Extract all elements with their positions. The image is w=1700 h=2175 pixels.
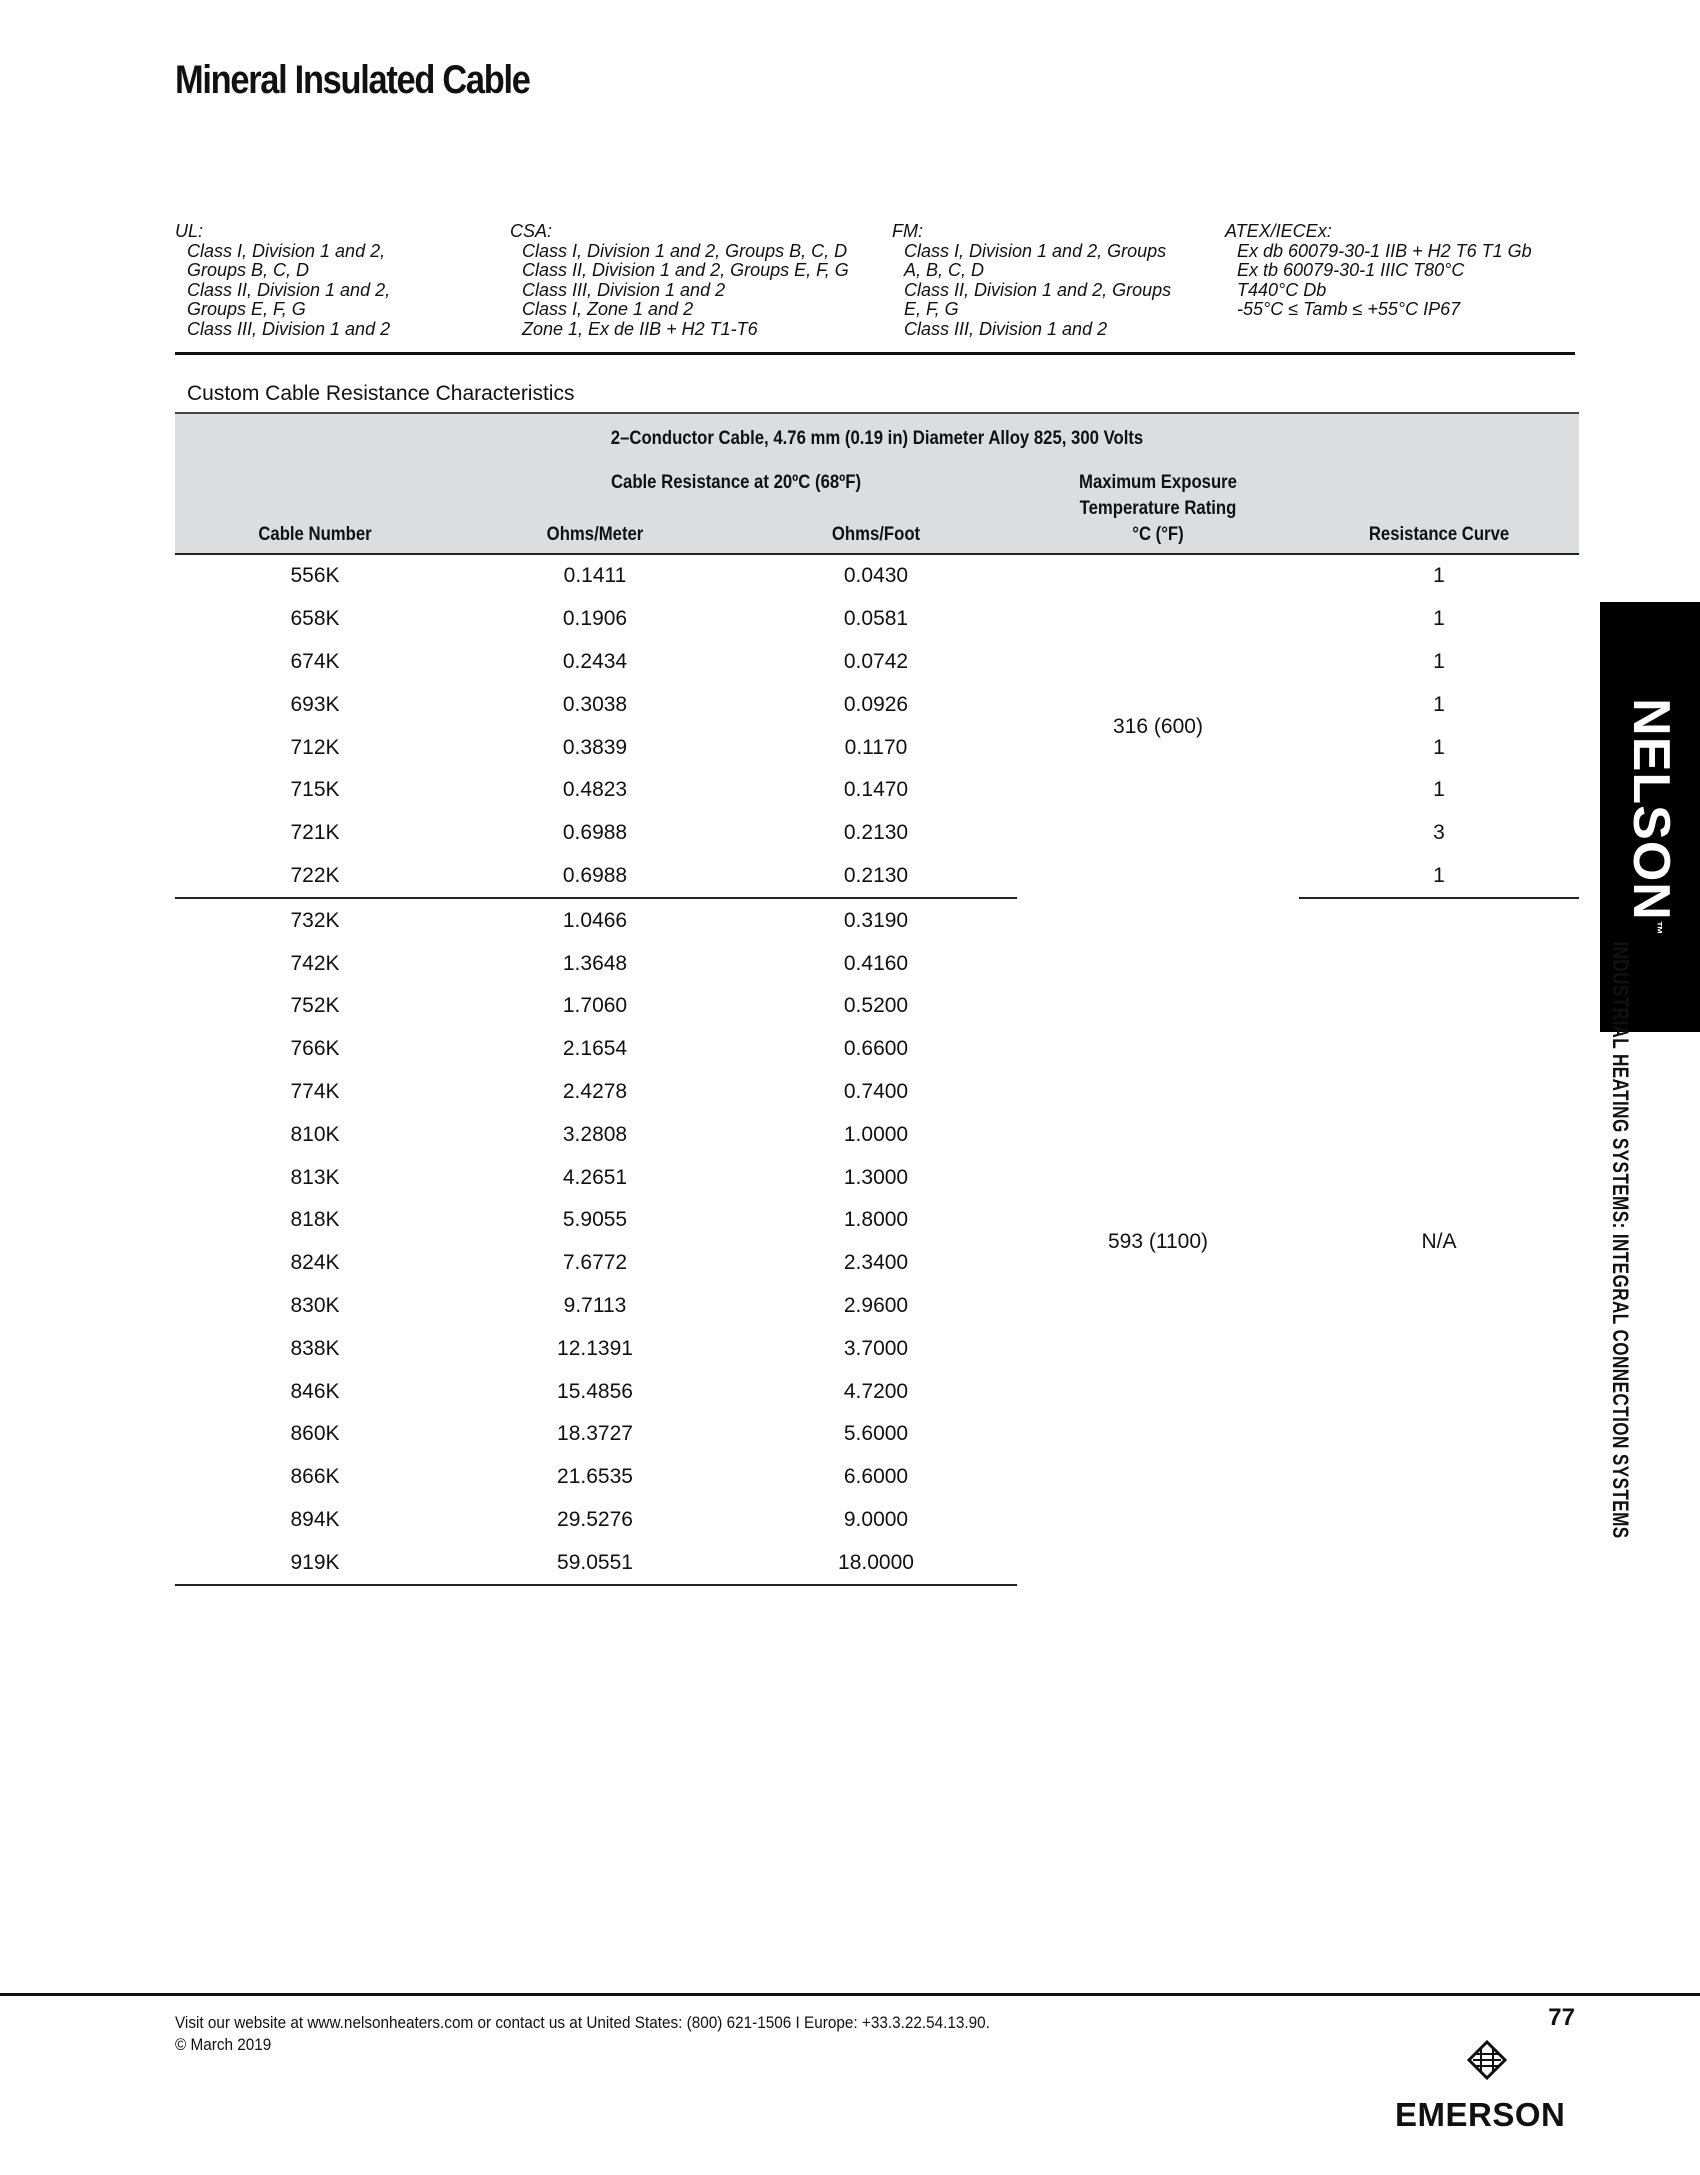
cell-ohms-foot: 0.2130 xyxy=(843,821,909,845)
cell-ohms-foot: 1.0000 xyxy=(843,1122,909,1146)
table-row xyxy=(175,598,1579,641)
cert-heading: CSA: xyxy=(510,221,553,241)
cert-heading: ATEX/IECEx: xyxy=(1225,221,1332,241)
cell-cable-number: 732K xyxy=(290,908,340,932)
cert-line: Class III, Division 1 and 2 xyxy=(904,318,1108,339)
cell-resistance-curve: 1 xyxy=(1433,564,1445,588)
cell-ohms-foot: 2.3400 xyxy=(843,1251,909,1275)
cell-cable-number: 658K xyxy=(290,607,340,631)
certifications-divider xyxy=(175,352,1575,355)
cell-ohms-foot: 3.7000 xyxy=(843,1336,909,1360)
footer-divider xyxy=(0,1993,1700,1996)
col-ohms-foot: Ohms/Foot xyxy=(831,524,921,545)
table-row xyxy=(175,683,1579,726)
cert-line: Class I, Division 1 and 2, Groups B, C, D xyxy=(522,240,848,261)
cell-ohms-meter: 0.6988 xyxy=(562,821,628,845)
col-max-temp-line1: Maximum Exposure xyxy=(1079,472,1237,493)
cell-resistance-curve: N/A xyxy=(1421,1230,1457,1254)
cell-cable-number: 824K xyxy=(290,1251,340,1275)
cell-ohms-meter: 29.5276 xyxy=(557,1507,633,1531)
cert-column xyxy=(1225,222,1532,320)
cell-ohms-foot: 5.6000 xyxy=(843,1422,909,1446)
cell-cable-number: 752K xyxy=(290,994,340,1018)
cert-line: Ex db 60079-30-1 IIB + H2 T6 T1 Gb xyxy=(1237,240,1532,261)
cell-ohms-meter: 1.0466 xyxy=(562,908,628,932)
cell-resistance-curve: 1 xyxy=(1433,778,1445,802)
resistance-group-label: Cable Resistance at 20ºC (68ºF) xyxy=(610,472,862,493)
cert-line: Groups E, F, G xyxy=(187,299,306,319)
cell-ohms-meter: 12.1391 xyxy=(557,1336,633,1360)
cell-max-temp: 316 (600) xyxy=(1113,714,1203,738)
cert-line: Ex tb 60079-30-1 IIIC T80°C xyxy=(1237,260,1465,280)
cell-resistance-curve: 1 xyxy=(1433,607,1445,631)
cert-line: Class I, Zone 1 and 2 xyxy=(522,299,694,319)
cell-cable-number: 766K xyxy=(290,1037,340,1061)
cert-line: Zone 1, Ex de IIB + H2 T1-T6 xyxy=(522,318,758,339)
cell-ohms-meter: 7.6772 xyxy=(562,1251,628,1275)
cert-line: Class II, Division 1 and 2, Groups xyxy=(904,279,1172,300)
cell-ohms-meter: 1.3648 xyxy=(562,951,628,975)
footer xyxy=(175,2012,1080,2056)
cert-line: E, F, G xyxy=(904,299,959,319)
cell-cable-number: 693K xyxy=(290,692,340,716)
emerson-wordmark: EMERSON xyxy=(1395,2096,1566,2133)
cell-ohms-meter: 0.3839 xyxy=(562,735,628,759)
cert-line: A, B, C, D xyxy=(904,260,985,280)
cell-ohms-meter: 4.2651 xyxy=(562,1165,628,1189)
col-cable-number: Cable Number xyxy=(258,524,372,545)
footer-contact: Visit our website at www.nelsonheaters.com or contact us at United States: (800) 621-1506 I Europe: +33.3.22.54.13.90. xyxy=(175,2013,990,2032)
cell-ohms-foot: 0.4160 xyxy=(843,951,909,975)
cell-ohms-meter: 5.9055 xyxy=(562,1208,628,1232)
cell-resistance-curve: 1 xyxy=(1433,735,1445,759)
cell-ohms-foot: 0.5200 xyxy=(843,994,909,1018)
cell-ohms-foot: 0.0430 xyxy=(843,564,909,588)
table-row xyxy=(175,898,1579,942)
cell-cable-number: 846K xyxy=(290,1379,340,1403)
cell-cable-number: 860K xyxy=(290,1422,340,1446)
cell-max-temp: 593 (1100) xyxy=(1107,1229,1209,1253)
cert-line: Class III, Division 1 and 2 xyxy=(187,318,391,339)
cell-cable-number: 556K xyxy=(290,564,340,588)
nelson-trademark: ™ xyxy=(1649,920,1666,936)
cell-ohms-meter: 18.3727 xyxy=(557,1422,633,1446)
cell-ohms-foot: 0.7400 xyxy=(843,1079,909,1103)
cell-ohms-foot: 0.1470 xyxy=(843,778,909,802)
cell-ohms-meter: 0.3038 xyxy=(562,692,628,716)
cell-cable-number: 810K xyxy=(290,1122,340,1146)
cell-resistance-curve: 1 xyxy=(1433,649,1445,673)
cell-cable-number: 830K xyxy=(290,1293,340,1317)
page-number: 77 xyxy=(1548,2004,1575,2031)
table-row xyxy=(175,641,1579,684)
cell-ohms-meter: 0.1906 xyxy=(562,607,628,631)
cell-cable-number: 818K xyxy=(290,1208,340,1232)
cell-ohms-meter: 2.1654 xyxy=(562,1037,628,1061)
cell-ohms-meter: 3.2808 xyxy=(562,1122,628,1146)
cell-cable-number: 774K xyxy=(290,1079,340,1103)
cell-resistance-curve: 3 xyxy=(1433,821,1445,845)
table-header xyxy=(175,412,1579,553)
cell-ohms-meter: 0.4823 xyxy=(562,778,628,802)
cert-line: Class III, Division 1 and 2 xyxy=(522,279,726,300)
cell-ohms-foot: 0.2130 xyxy=(735,855,1017,899)
cert-line: T440°C Db xyxy=(1237,279,1327,300)
cell-ohms-meter: 0.1411 xyxy=(563,564,627,588)
cell-ohms-meter: 1.7060 xyxy=(562,994,628,1018)
sidebar-section-label xyxy=(1607,857,1633,1623)
cell-ohms-foot: 0.0742 xyxy=(843,649,909,673)
col-max-temp-line2: Temperature Rating xyxy=(1079,498,1237,519)
cell-cable-number: 919K xyxy=(175,1541,455,1585)
cell-ohms-foot: 9.0000 xyxy=(843,1507,909,1531)
cell-ohms-foot: 0.0926 xyxy=(843,692,909,716)
cell-cable-number: 674K xyxy=(290,649,340,673)
emerson-logo-icon xyxy=(1467,2040,1507,2090)
table-caption: 2–Conductor Cable, 4.76 mm (0.19 in) Diameter Alloy 825, 300 Volts xyxy=(610,428,1144,449)
cell-ohms-foot: 2.9600 xyxy=(843,1293,909,1317)
col-ohms-meter: Ohms/Meter xyxy=(546,524,644,545)
cell-ohms-meter: 0.6988 xyxy=(455,855,735,899)
cell-ohms-meter: 2.4278 xyxy=(562,1079,628,1103)
cell-ohms-meter: 59.0551 xyxy=(455,1541,735,1585)
cell-ohms-foot: 4.7200 xyxy=(843,1379,909,1403)
cell-ohms-foot: 6.6000 xyxy=(843,1465,909,1489)
cell-ohms-foot: 0.0581 xyxy=(843,607,909,631)
cell-ohms-foot: 1.8000 xyxy=(843,1208,909,1232)
cell-ohms-meter: 15.4856 xyxy=(557,1379,633,1403)
cell-ohms-meter: 0.2434 xyxy=(562,649,628,673)
cert-line: Class II, Division 1 and 2, Groups E, F, G xyxy=(522,260,849,280)
cell-cable-number: 712K xyxy=(290,735,340,759)
cell-cable-number: 866K xyxy=(290,1465,340,1489)
section-title: Custom Cable Resistance Characteristics xyxy=(187,382,575,405)
col-resistance-curve: Resistance Curve xyxy=(1368,524,1510,545)
cell-cable-number: 894K xyxy=(290,1507,340,1531)
cert-line: -55°C ≤ Tamb ≤ +55°C IP67 xyxy=(1237,299,1461,319)
table-row xyxy=(175,812,1579,855)
cell-cable-number: 721K xyxy=(290,821,340,845)
page-title: Mineral Insulated Cable xyxy=(175,58,530,102)
cert-line: Class I, Division 1 and 2, Groups xyxy=(904,240,1167,261)
cell-ohms-foot: 0.6600 xyxy=(843,1037,909,1061)
cell-ohms-meter: 9.7113 xyxy=(563,1293,627,1317)
cell-ohms-foot: 18.0000 xyxy=(735,1541,1017,1585)
footer-date: © March 2019 xyxy=(175,2035,272,2054)
cert-column xyxy=(175,222,390,339)
cell-ohms-foot: 1.3000 xyxy=(843,1165,909,1189)
cert-heading: FM: xyxy=(892,221,923,241)
table-row xyxy=(175,555,1579,598)
cell-ohms-foot: 0.1170 xyxy=(844,735,908,759)
cell-resistance-curve: 1 xyxy=(1299,855,1579,899)
table-row xyxy=(175,726,1579,769)
nelson-logo-text: NELSON xyxy=(1622,698,1680,921)
cert-line: Class II, Division 1 and 2, xyxy=(187,279,391,300)
cert-heading: UL: xyxy=(175,221,204,241)
cell-ohms-foot: 0.3190 xyxy=(843,908,909,932)
cell-cable-number: 715K xyxy=(290,778,340,802)
table-row xyxy=(175,855,1579,899)
cert-line: Class I, Division 1 and 2, xyxy=(187,240,386,261)
resistance-table xyxy=(175,412,1579,1586)
cert-column xyxy=(892,222,1171,339)
cell-resistance-curve: 1 xyxy=(1433,692,1445,716)
cert-column xyxy=(510,222,849,339)
cell-cable-number: 722K xyxy=(175,855,455,899)
sidebar-section-text: INDUSTRIAL HEATING SYSTEMS: INTEGRAL CONNECTION SYSTEMS xyxy=(1608,941,1633,1539)
cell-cable-number: 838K xyxy=(290,1336,340,1360)
cell-ohms-meter: 21.6535 xyxy=(557,1465,633,1489)
cell-cable-number: 813K xyxy=(290,1165,340,1189)
table-body xyxy=(175,555,1579,1586)
table-row xyxy=(175,769,1579,812)
cell-cable-number: 742K xyxy=(290,951,340,975)
cert-line: Groups B, C, D xyxy=(187,260,310,280)
col-max-temp-line3: °C (°F) xyxy=(1132,524,1184,545)
